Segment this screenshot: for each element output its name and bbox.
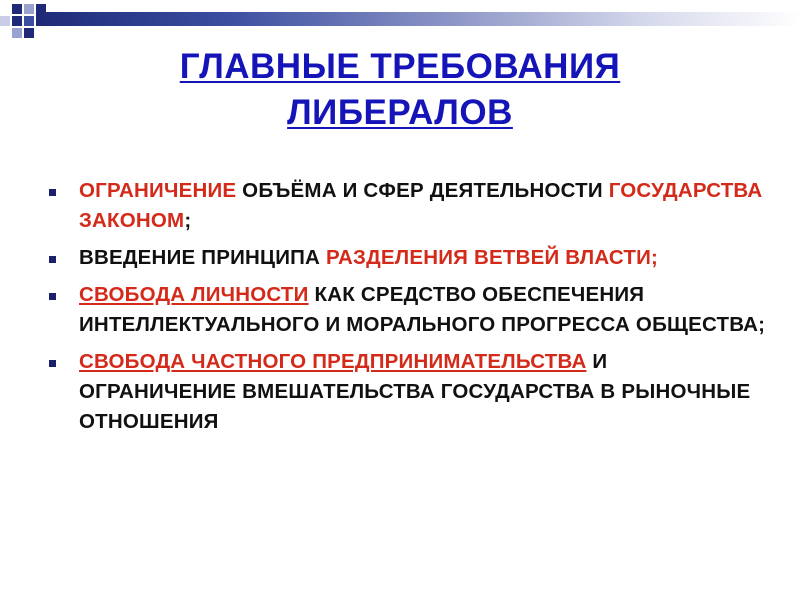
highlight-text: РАЗДЕЛЕНИЯ ВЕТВЕЙ ВЛАСТИ; [325, 246, 659, 269]
highlight-text: ОГРАНИЧЕНИЕ [79, 179, 237, 202]
highlight-underlined-text: СВОБОДА ЧАСТНОГО ПРЕДПРИНИМАТЕЛЬСТВА [79, 350, 587, 373]
list-item [46, 243, 766, 273]
list-item [46, 280, 766, 340]
bullet-square-icon [49, 293, 56, 300]
title-line-1: ГЛАВНЫЕ ТРЕБОВАНИЯ [179, 47, 621, 86]
body-text: ВВЕДЕНИЕ ПРИНЦИПА [79, 246, 326, 269]
bullet-square-icon [49, 189, 56, 196]
decor-square [24, 28, 34, 38]
bullet-square-icon [49, 360, 56, 367]
gradient-bar [36, 12, 800, 26]
highlight-text: ГОСУДАРСТВА ЗАКОНОМ [79, 179, 763, 232]
decorative-header-band [0, 0, 800, 44]
decor-square [12, 4, 22, 14]
title-line-2: ЛИБЕРАЛОВ [287, 93, 513, 132]
decor-square [36, 4, 46, 14]
body-text: КАК СРЕДСТВО ОБЕСПЕЧЕНИЯ ИНТЕЛЛЕКТУАЛЬНОГО И МОРАЛЬНОГО ПРОГРЕССА ОБЩЕСТВА; [79, 283, 766, 336]
body-text: И ОГРАНИЧЕНИЕ ВМЕШАТЕЛЬСТВА ГОСУДАРСТВА В РЫНОЧНЫЕ ОТНОШЕНИЯ [79, 350, 751, 433]
highlight-underlined-text: СВОБОДА ЛИЧНОСТИ [79, 283, 309, 306]
decor-square [0, 16, 10, 26]
list-item [46, 176, 766, 236]
body-text: ОБЪЁМА И СФЕР ДЕЯТЕЛЬНОСТИ [236, 179, 609, 202]
body-text: ; [184, 209, 192, 232]
decor-square [12, 16, 22, 26]
decor-square [24, 16, 34, 26]
decor-square [12, 28, 22, 38]
list-item [46, 347, 766, 437]
requirements-list [46, 176, 766, 444]
bullet-square-icon [49, 256, 56, 263]
slide-title [0, 44, 800, 136]
decor-square [24, 4, 34, 14]
